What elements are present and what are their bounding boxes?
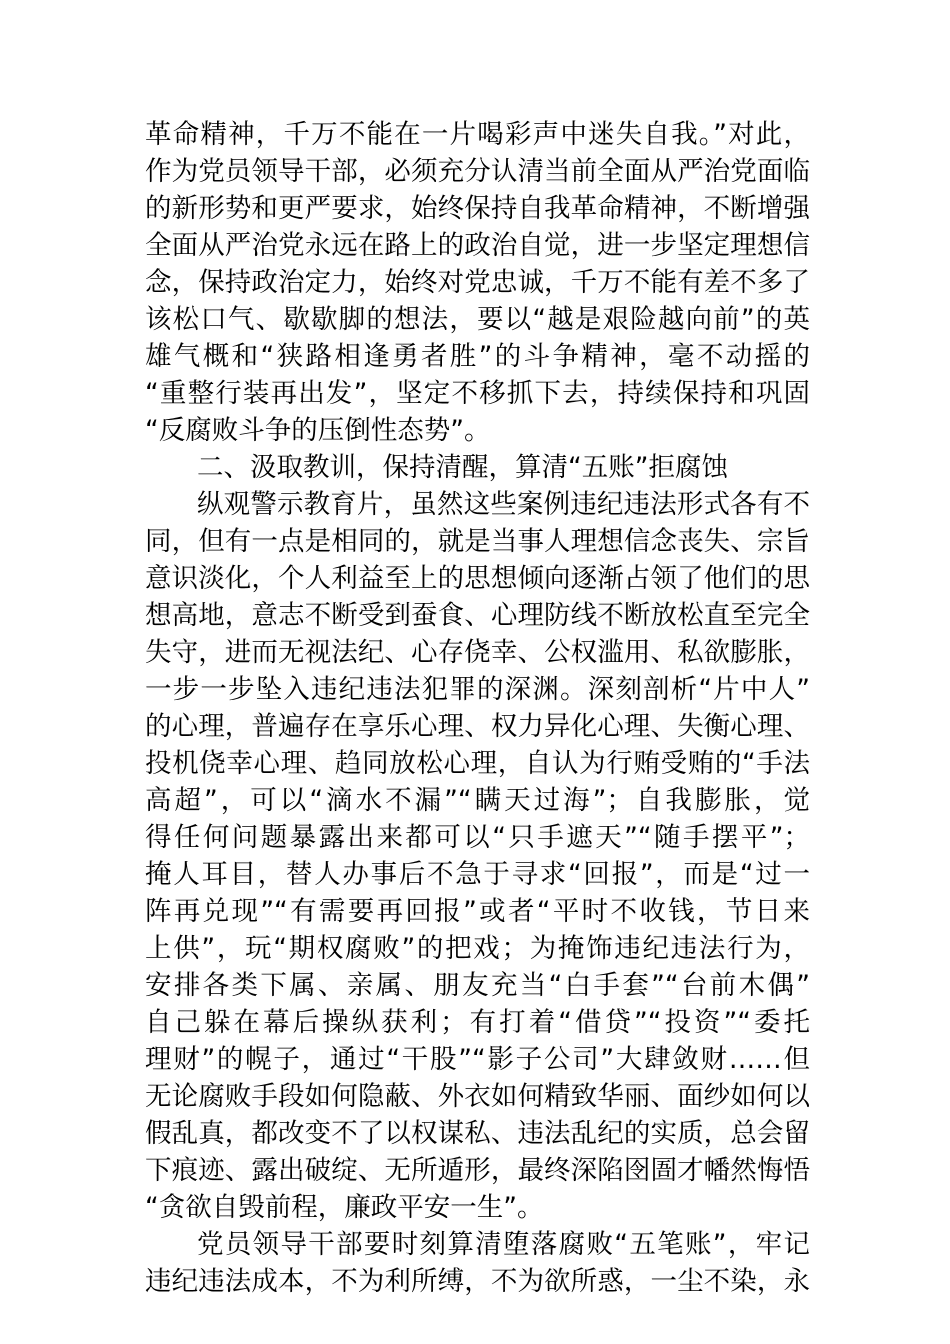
heading-text: 二、汲取教训，保持清醒，算清“五账”拒腐蚀 bbox=[197, 452, 728, 483]
text-line: 得任何问题暴露出来都可以“只手遮天”“随手摆平”； bbox=[145, 822, 810, 853]
text-line: 意识淡化，个人利益至上的思想倾向逐渐占领了他们的思 bbox=[145, 563, 810, 594]
text-line: 阵再兑现”“有需要再回报”或者“平时不收钱，节日来 bbox=[145, 896, 810, 927]
text-line: 理财”的幌子，通过“干股”“影子公司”大肆敛财……但 bbox=[145, 1044, 810, 1075]
text-line: 投机侥幸心理、趋同放松心理，自认为行贿受贿的“手法 bbox=[145, 748, 810, 779]
text-line: 该松口气、歇歇脚的想法，要以“越是艰险越向前”的英 bbox=[145, 304, 810, 335]
text-line: “重整行装再出发”，坚定不移抓下去，持续保持和巩固 bbox=[145, 378, 810, 409]
text-line: 纵观警示教育片，虽然这些案例违纪违法形式各有不 bbox=[197, 489, 810, 520]
text-line: 上供”，玩“期权腐败”的把戏；为掩饰违纪违法行为， bbox=[145, 933, 810, 964]
text-line: 革命精神，千万不能在一片喝彩声中迷失自我。”对此， bbox=[145, 119, 810, 150]
text-line: 失守，进而无视法纪、心存侥幸、公权滥用、私欲膨胀， bbox=[145, 637, 810, 668]
text-line: 的新形势和更严要求，始终保持自我革命精神，不断增强 bbox=[145, 193, 810, 224]
text-line: 违纪违法成本，不为利所缚，不为欲所惑，一尘不染，永 bbox=[145, 1266, 810, 1297]
text-line: 同，但有一点是相同的，就是当事人理想信念丧失、宗旨 bbox=[145, 526, 810, 557]
text-line: 想高地，意志不断受到蚕食、心理防线不断放松直至完全 bbox=[145, 600, 810, 631]
text-line: 下痕迹、露出破绽、无所遁形，最终深陷囹圄才幡然悔悟 bbox=[145, 1155, 810, 1186]
paragraph-five-accounts bbox=[145, 1226, 810, 1300]
paragraph-warning-education bbox=[145, 486, 810, 1226]
text-line: “反腐败斗争的压倒性态势”。 bbox=[145, 415, 491, 446]
text-line: “贪欲自毁前程，廉政平安一生”。 bbox=[145, 1192, 544, 1223]
text-line: 全面从严治党永远在路上的政治自觉，进一步坚定理想信 bbox=[145, 230, 810, 261]
text-line: 无论腐败手段如何隐蔽、外衣如何精致华丽、面纱如何以 bbox=[145, 1081, 810, 1112]
text-line: 高超”，可以“滴水不漏”“瞒天过海”；自我膨胀，觉 bbox=[145, 785, 810, 816]
paragraph-revolution-spirit bbox=[145, 116, 810, 449]
text-line: 掩人耳目，替人办事后不急于寻求“回报”，而是“过一 bbox=[145, 859, 810, 890]
document-body bbox=[145, 116, 810, 1300]
text-line: 一步一步坠入违纪违法犯罪的深渊。深刻剖析“片中人” bbox=[145, 674, 810, 705]
text-line: 自己躲在幕后操纵获利；有打着“借贷”“投资”“委托 bbox=[145, 1007, 810, 1038]
text-line: 假乱真，都改变不了以权谋私、违法乱纪的实质，总会留 bbox=[145, 1118, 810, 1149]
text-line: 作为党员领导干部，必须充分认清当前全面从严治党面临 bbox=[145, 156, 810, 187]
text-line: 念，保持政治定力，始终对党忠诚，千万不能有差不多了 bbox=[145, 267, 810, 298]
text-line: 安排各类下属、亲属、朋友充当“白手套”“台前木偶” bbox=[145, 970, 810, 1001]
text-line: 党员领导干部要时刻算清堕落腐败“五笔账”，牢记 bbox=[197, 1229, 810, 1260]
text-line: 的心理，普遍存在享乐心理、权力异化心理、失衡心理、 bbox=[145, 711, 810, 742]
text-line: 雄气概和“狭路相逢勇者胜”的斗争精神，毫不动摇的 bbox=[145, 341, 810, 372]
section-heading bbox=[145, 449, 810, 486]
